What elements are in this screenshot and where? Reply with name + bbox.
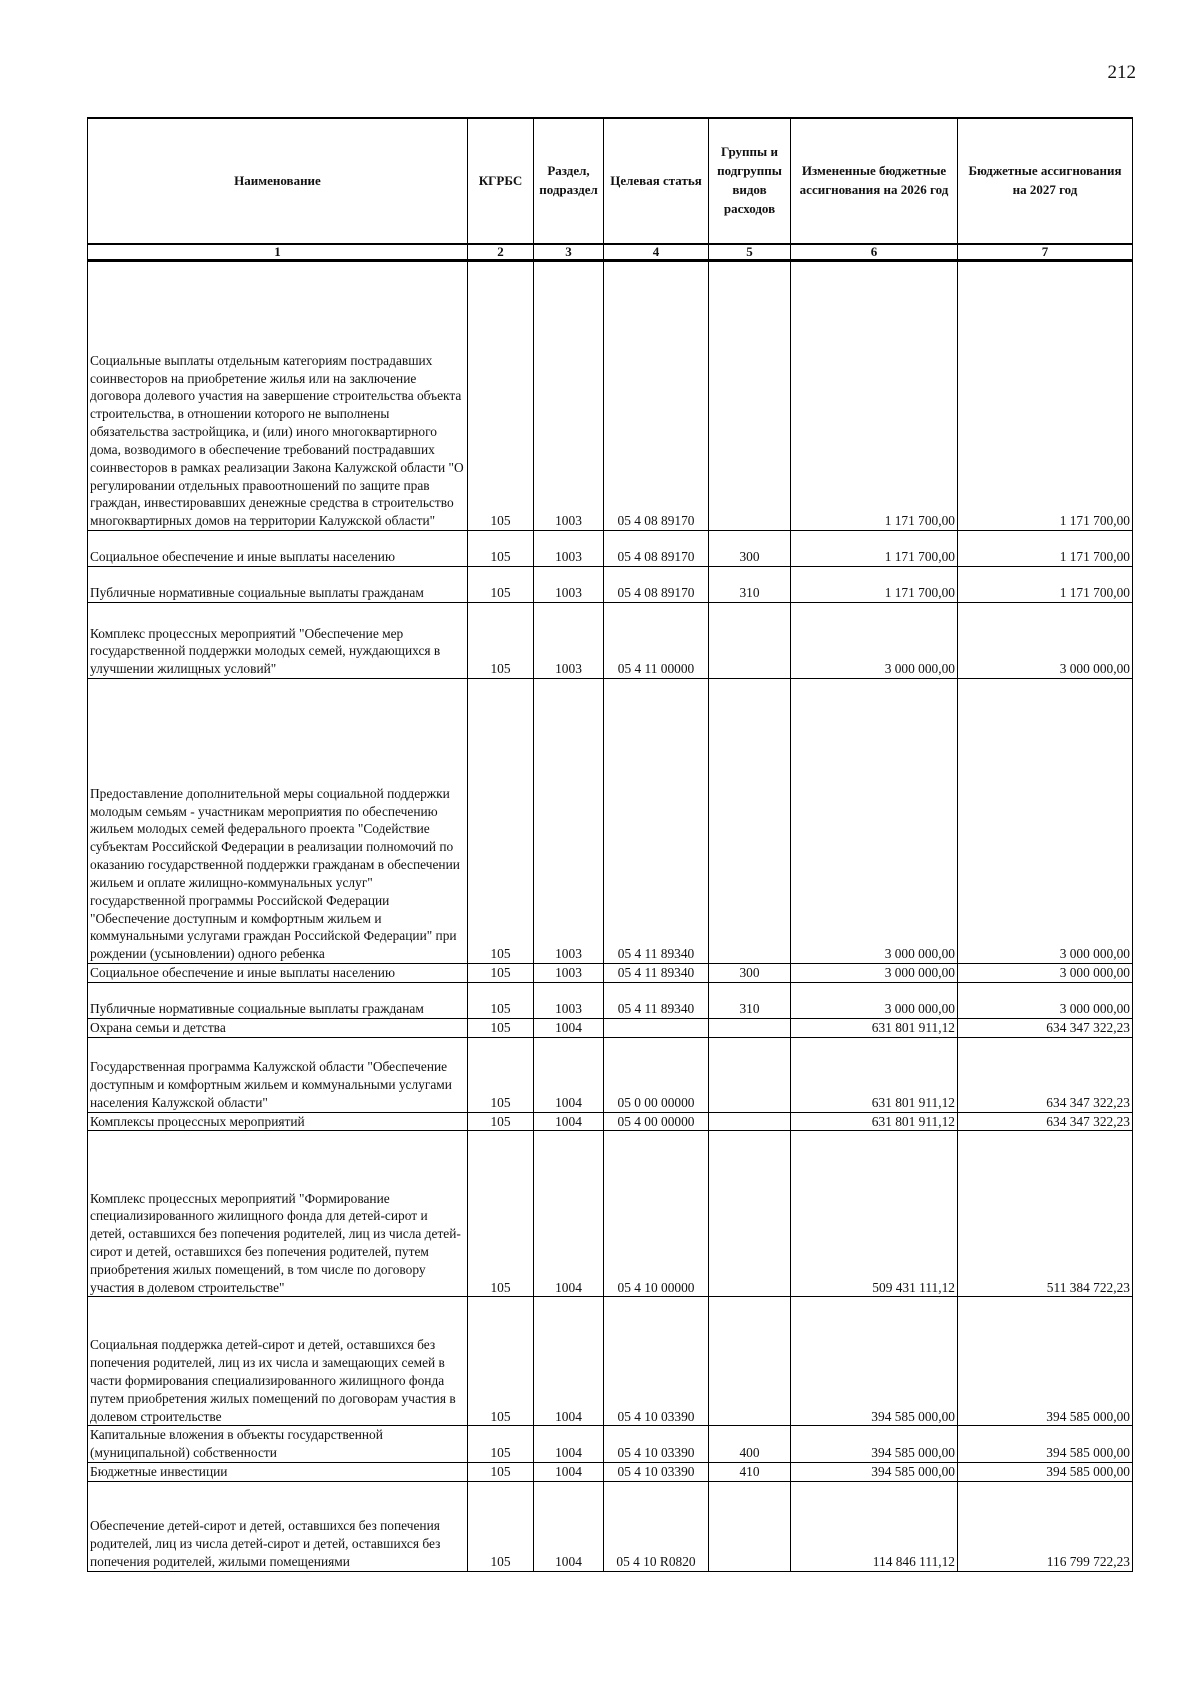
row-expense-group <box>709 261 791 531</box>
row-name: Предоставление дополнительной меры социальной поддержки молодым семьям - участникам мероприятия по обеспечению жильем молодых семей федерального проекта "Содействие субъектам Российской Федерации в реализации полномочий по оказанию государственной поддержки гражданам в обеспечении жильем и оплате жилищно-коммунальных услуг" государственной программы Российской Федерации "Обеспечение доступным и комфортным жильем и коммунальными услугами граждан Российской Федерации" при рождении (усыновлении) одного ребенка <box>88 679 468 964</box>
row-kgrbs: 105 <box>468 1297 534 1426</box>
row-sum-2027: 394 585 000,00 <box>958 1426 1133 1463</box>
row-section: 1003 <box>534 603 604 679</box>
row-kgrbs: 105 <box>468 679 534 964</box>
column-number: 6 <box>791 244 958 261</box>
column-number: 2 <box>468 244 534 261</box>
row-section: 1004 <box>534 1426 604 1463</box>
row-kgrbs: 105 <box>468 261 534 531</box>
row-sum-2026: 631 801 911,12 <box>791 1018 958 1037</box>
row-sum-2026: 1 171 700,00 <box>791 261 958 531</box>
header-expense-group: Группы и подгруппы видов расходов <box>709 118 791 244</box>
row-expense-group: 310 <box>709 982 791 1018</box>
row-kgrbs: 105 <box>468 603 534 679</box>
row-section: 1004 <box>534 1112 604 1131</box>
row-name: Публичные нормативные социальные выплаты гражданам <box>88 982 468 1018</box>
row-kgrbs: 105 <box>468 1112 534 1131</box>
row-name: Государственная программа Калужской области "Обеспечение доступным и комфортным жильем и коммунальными услугами населения Калужской области" <box>88 1037 468 1112</box>
table-body <box>88 261 1133 1572</box>
row-section: 1004 <box>534 1131 604 1297</box>
table-row <box>88 1481 1133 1571</box>
row-sum-2027: 3 000 000,00 <box>958 603 1133 679</box>
table-row <box>88 1037 1133 1112</box>
row-sum-2026: 394 585 000,00 <box>791 1426 958 1463</box>
row-sum-2026: 631 801 911,12 <box>791 1037 958 1112</box>
budget-table <box>87 117 1133 1572</box>
row-name: Охрана семьи и детства <box>88 1018 468 1037</box>
row-target-article: 05 4 00 00000 <box>604 1112 709 1131</box>
column-number: 7 <box>958 244 1133 261</box>
row-section: 1004 <box>534 1463 604 1482</box>
row-sum-2027: 1 171 700,00 <box>958 261 1133 531</box>
row-kgrbs: 105 <box>468 567 534 603</box>
row-sum-2027: 1 171 700,00 <box>958 567 1133 603</box>
row-sum-2027: 1 171 700,00 <box>958 531 1133 567</box>
table-row <box>88 964 1133 983</box>
row-sum-2026: 631 801 911,12 <box>791 1112 958 1131</box>
row-sum-2027: 3 000 000,00 <box>958 982 1133 1018</box>
header-name: Наименование <box>88 118 468 244</box>
row-sum-2026: 509 431 111,12 <box>791 1131 958 1297</box>
row-sum-2027: 3 000 000,00 <box>958 964 1133 983</box>
row-target-article: 05 4 10 R0820 <box>604 1481 709 1571</box>
row-target-article <box>604 1018 709 1037</box>
header-kgrbs: КГРБС <box>468 118 534 244</box>
row-kgrbs: 105 <box>468 1463 534 1482</box>
table-row <box>88 567 1133 603</box>
row-name: Социальное обеспечение и иные выплаты населению <box>88 964 468 983</box>
row-name: Комплекс процессных мероприятий "Обеспечение мер государственной поддержки молодых семей, нуждающихся в улучшении жилищных условий" <box>88 603 468 679</box>
row-expense-group <box>709 1131 791 1297</box>
row-expense-group <box>709 679 791 964</box>
row-sum-2026: 1 171 700,00 <box>791 567 958 603</box>
row-expense-group: 300 <box>709 531 791 567</box>
table-row <box>88 1463 1133 1482</box>
header-sum-2026: Измененные бюджетные ассигнования на 2026 год <box>791 118 958 244</box>
row-sum-2027: 3 000 000,00 <box>958 679 1133 964</box>
row-sum-2027: 511 384 722,23 <box>958 1131 1133 1297</box>
row-section: 1003 <box>534 531 604 567</box>
row-kgrbs: 105 <box>468 1018 534 1037</box>
row-name: Обеспечение детей-сирот и детей, оставшихся без попечения родителей, лиц из числа детей-сирот и детей, оставшихся без попечения родителей, жилыми помещениями <box>88 1481 468 1571</box>
row-name: Комплекс процессных мероприятий "Формирование специализированного жилищного фонда для детей-сирот и детей, оставшихся без попечения родителей, лиц из числа детей-сирот и детей, оставшихся без попечения родителей, путем приобретения жилых помещений, в том числе по договору участия в долевом строительстве" <box>88 1131 468 1297</box>
column-number: 1 <box>88 244 468 261</box>
page-number: 212 <box>1107 62 1136 83</box>
row-sum-2027: 634 347 322,23 <box>958 1018 1133 1037</box>
row-section: 1003 <box>534 261 604 531</box>
row-kgrbs: 105 <box>468 1037 534 1112</box>
row-target-article: 05 4 11 89340 <box>604 982 709 1018</box>
row-expense-group <box>709 1297 791 1426</box>
row-sum-2026: 3 000 000,00 <box>791 679 958 964</box>
row-target-article: 05 4 10 00000 <box>604 1131 709 1297</box>
row-target-article: 05 4 10 03390 <box>604 1426 709 1463</box>
table-row <box>88 982 1133 1018</box>
row-target-article: 05 4 08 89170 <box>604 531 709 567</box>
table-row <box>88 1426 1133 1463</box>
row-target-article: 05 4 08 89170 <box>604 567 709 603</box>
row-target-article: 05 4 11 89340 <box>604 964 709 983</box>
row-expense-group <box>709 1037 791 1112</box>
row-expense-group: 400 <box>709 1426 791 1463</box>
column-number: 4 <box>604 244 709 261</box>
row-kgrbs: 105 <box>468 1131 534 1297</box>
row-name: Капитальные вложения в объекты государственной (муниципальной) собственности <box>88 1426 468 1463</box>
row-target-article: 05 4 08 89170 <box>604 261 709 531</box>
table-row <box>88 603 1133 679</box>
row-section: 1004 <box>534 1297 604 1426</box>
column-number-row <box>88 244 1133 261</box>
table-row <box>88 1131 1133 1297</box>
row-sum-2026: 3 000 000,00 <box>791 982 958 1018</box>
table-row <box>88 261 1133 531</box>
row-expense-group <box>709 1018 791 1037</box>
row-sum-2026: 394 585 000,00 <box>791 1297 958 1426</box>
row-expense-group <box>709 1112 791 1131</box>
row-sum-2027: 634 347 322,23 <box>958 1112 1133 1131</box>
row-section: 1003 <box>534 964 604 983</box>
header-sum-2027: Бюджетные ассигнования на 2027 год <box>958 118 1133 244</box>
row-target-article: 05 4 11 89340 <box>604 679 709 964</box>
row-name: Социальная поддержка детей-сирот и детей, оставшихся без попечения родителей, лиц из их числа и замещающих семей в части формирования специализированного жилищного фонда путем приобретения жилых помещений по договорам участия в долевом строительстве <box>88 1297 468 1426</box>
header-section: Раздел, подраздел <box>534 118 604 244</box>
row-sum-2027: 394 585 000,00 <box>958 1297 1133 1426</box>
row-expense-group: 300 <box>709 964 791 983</box>
table-row <box>88 531 1133 567</box>
row-sum-2026: 1 171 700,00 <box>791 531 958 567</box>
table-row <box>88 1112 1133 1131</box>
column-number: 3 <box>534 244 604 261</box>
row-sum-2026: 3 000 000,00 <box>791 603 958 679</box>
row-section: 1004 <box>534 1037 604 1112</box>
row-section: 1003 <box>534 567 604 603</box>
row-name: Бюджетные инвестиции <box>88 1463 468 1482</box>
row-name: Социальные выплаты отдельным категориям пострадавших соинвесторов на приобретение жилья или на заключение договора долевого участия на завершение строительства объекта строительства, в отношении которого не выполнены обязательства застройщика, и (или) иного многоквартирного дома, возводимого в обеспечение требований пострадавших соинвесторов в рамках реализации Закона Калужской области "О регулировании отдельных правоотношений по защите прав граждан, инвестировавших денежные средства в строительство многоквартирных домов на территории Калужской области" <box>88 261 468 531</box>
row-kgrbs: 105 <box>468 982 534 1018</box>
row-kgrbs: 105 <box>468 531 534 567</box>
row-sum-2026: 3 000 000,00 <box>791 964 958 983</box>
table-row <box>88 679 1133 964</box>
row-sum-2027: 634 347 322,23 <box>958 1037 1133 1112</box>
row-expense-group <box>709 1481 791 1571</box>
row-section: 1004 <box>534 1018 604 1037</box>
column-number: 5 <box>709 244 791 261</box>
row-name: Публичные нормативные социальные выплаты гражданам <box>88 567 468 603</box>
row-kgrbs: 105 <box>468 964 534 983</box>
table-row <box>88 1018 1133 1037</box>
row-name: Социальное обеспечение и иные выплаты населению <box>88 531 468 567</box>
row-kgrbs: 105 <box>468 1481 534 1571</box>
row-target-article: 05 4 10 03390 <box>604 1463 709 1482</box>
row-sum-2027: 394 585 000,00 <box>958 1463 1133 1482</box>
row-section: 1003 <box>534 982 604 1018</box>
row-target-article: 05 4 11 00000 <box>604 603 709 679</box>
row-target-article: 05 0 00 00000 <box>604 1037 709 1112</box>
row-sum-2026: 394 585 000,00 <box>791 1463 958 1482</box>
row-section: 1003 <box>534 679 604 964</box>
row-target-article: 05 4 10 03390 <box>604 1297 709 1426</box>
row-expense-group <box>709 603 791 679</box>
header-target-article: Целевая статья <box>604 118 709 244</box>
row-name: Комплексы процессных мероприятий <box>88 1112 468 1131</box>
row-expense-group: 310 <box>709 567 791 603</box>
row-sum-2026: 114 846 111,12 <box>791 1481 958 1571</box>
row-sum-2027: 116 799 722,23 <box>958 1481 1133 1571</box>
row-kgrbs: 105 <box>468 1426 534 1463</box>
header-row <box>88 118 1133 244</box>
row-section: 1004 <box>534 1481 604 1571</box>
row-expense-group: 410 <box>709 1463 791 1482</box>
table-row <box>88 1297 1133 1426</box>
